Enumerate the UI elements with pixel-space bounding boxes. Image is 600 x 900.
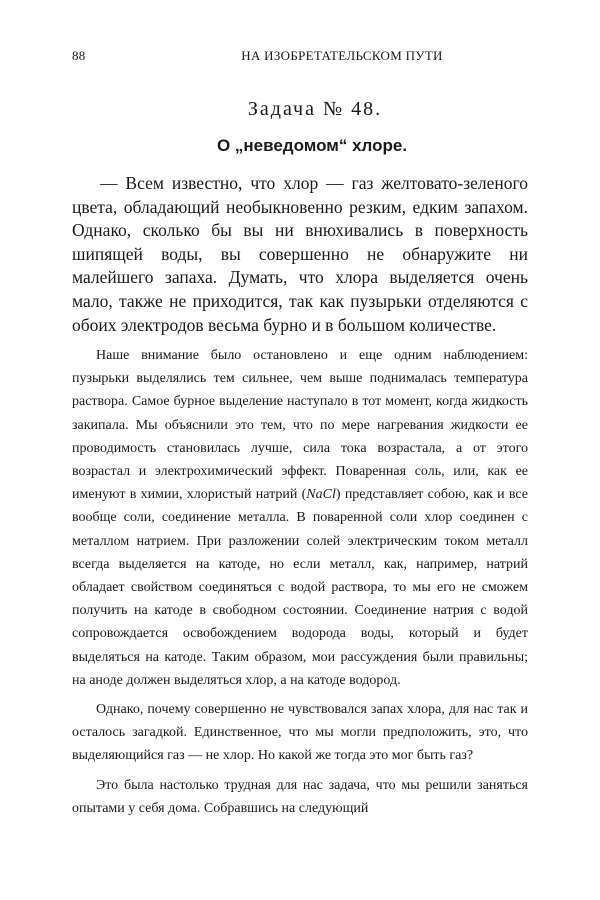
page-header [72,48,528,68]
body-paragraph-1 [72,344,528,692]
body-section [72,344,528,820]
lead-section [72,172,528,337]
lead-paragraph: — Всем известно, что хлор — газ желтовато-зеленого цвета, обладающий необыкновенно резким, едким запахом. Однако, сколько бы вы ни внюхивались в поверхность шипящей воды, вы совершенно не обнаружите ни малейшего запаха. Думать, что хлора выделяется очень мало, также не приходится, так как пузырьки отделяются с обоих электродов весьма бурно и в большом количестве. [72,173,528,335]
body-paragraph-2: Однако, почему совершенно не чувствовался запах хлора, для нас так и осталось загадкой. Единственное, что мы могли предположить, это, что выделяющийся газ — не хлор. Но какой же тогда это мог быть газ? [72,702,528,764]
running-head: НА ИЗОБРЕТАТЕЛЬСКОМ ПУТИ [241,48,443,63]
task-title: О „неведомом“ хлоре. [216,136,408,155]
page-number: 88 [72,48,86,63]
formula-nacl: NaCl [306,487,336,503]
task-number: Задача № 48. [247,98,383,120]
body-paragraph-1-text-a: Наше внимание было остановлено и еще одним наблюдением: пузырьки выделялись тем сильнее, чем выше поднималась температура раствора. Самое бурное выделение наступало в тот момент, когда жидкость закипала. Мы объяснили это тем, что по мере нагревания жидкости ее проводимость становилась лучше, сила тока возрастала, а от этого возрастал и электрохимический эффект. Поваренная соль, или, как ее именуют в химии, хлористый натрий ( [72,348,528,503]
body-paragraph-1-text-b: ) представляет собою, как и все вообще соли, соединение металла. В поваренной соли хлор соединен с металлом натрием. При разложении солей электрическим током металл всегда выделяется на катоде, но если металл, как, например, натрий обладает свойством соединяться с водой раствора, то мы его не сможем получить на катоде в свободном состоянии. Соединение натрия с водой сопровождается освобождением водорода воды, который и будет выделяться на катоде. Таким образом, мои рассуждения были правильны; на аноде должен выделяться хлор, а на катоде водород. [72,487,529,688]
body-paragraph-3: Это была настолько трудная для нас задача, что мы решили заняться опытами у себя дома. Собравшись на следующий [72,777,528,816]
